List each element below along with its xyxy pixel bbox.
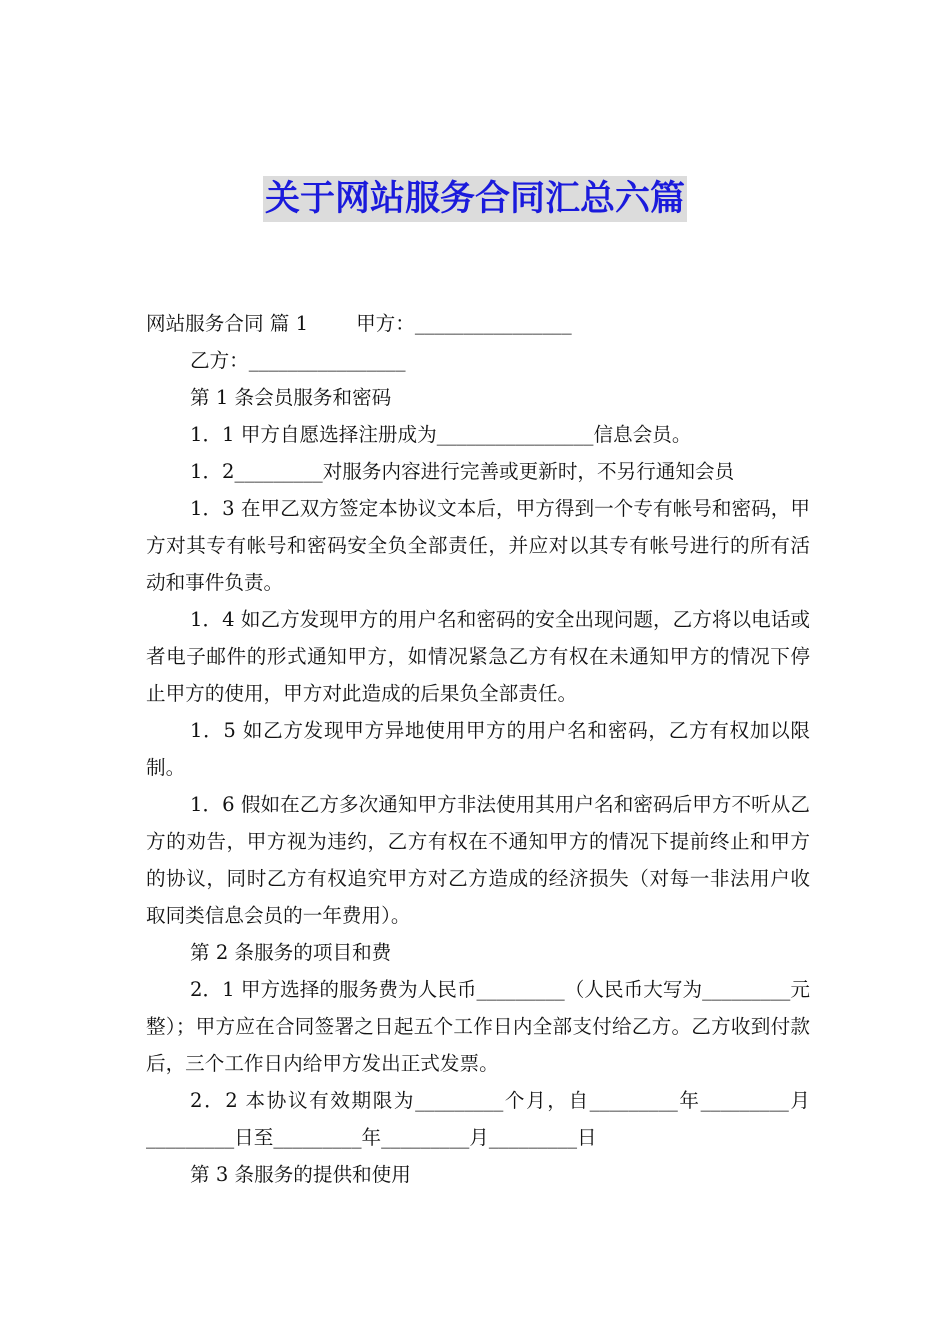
contract-section-label: 网站服务合同 篇 1 bbox=[146, 312, 309, 335]
paragraph-1-1: 1．1 甲方自愿选择注册成为________________信息会员。 bbox=[190, 423, 692, 446]
heading-article-3: 第 3 条服务的提供和使用 bbox=[190, 1163, 411, 1186]
paragraph-2-2: 2．2 本协议有效期限为_________个月，自_________年_________月_________日至_________年_________月_________日 bbox=[146, 1089, 810, 1149]
document-title: 关于网站服务合同汇总六篇 bbox=[263, 176, 687, 222]
paragraph-1-6: 1．6 假如在乙方多次通知甲方非法使用其用户名和密码后甲方不听从乙方的劝告，甲方视为违约，乙方有权在不通知甲方的情况下提前终止和甲方的协议，同时乙方有权追究甲方对乙方造成的经济损失（对每一非法用户收取同类信息会员的一年费用）。 bbox=[146, 793, 810, 927]
heading-article-1: 第 1 条会员服务和密码 bbox=[190, 386, 392, 409]
party-a-line: 甲方：________________ bbox=[356, 312, 572, 335]
heading-article-2: 第 2 条服务的项目和费 bbox=[190, 941, 392, 964]
document-body bbox=[146, 305, 810, 1193]
title-container bbox=[0, 176, 950, 222]
paragraph-1-3: 1．3 在甲乙双方签定本协议文本后，甲方得到一个专有帐号和密码，甲方对其专有帐号和密码安全负全部责任，并应对以其专有帐号进行的所有活动和事件负责。 bbox=[146, 497, 810, 594]
paragraph-1-5: 1．5 如乙方发现甲方异地使用甲方的用户名和密码，乙方有权加以限制。 bbox=[146, 719, 810, 779]
paragraph-party-b: 乙方：________________ bbox=[190, 349, 406, 372]
paragraph-2-1: 2．1 甲方选择的服务费为人民币_________（人民币大写为_________元整）；甲方应在合同签署之日起五个工作日内全部支付给乙方。乙方收到付款后，三个工作日内给甲方发出正式发票。 bbox=[146, 978, 810, 1075]
paragraph-contract-heading bbox=[146, 305, 810, 342]
paragraph-1-2: 1．2_________对服务内容进行完善或更新时，不另行通知会员 bbox=[190, 460, 735, 483]
paragraph-1-4: 1．4 如乙方发现甲方的用户名和密码的安全出现问题，乙方将以电话或者电子邮件的形式通知甲方，如情况紧急乙方有权在未通知甲方的情况下停止甲方的使用，甲方对此造成的后果负全部责任。 bbox=[146, 608, 810, 705]
